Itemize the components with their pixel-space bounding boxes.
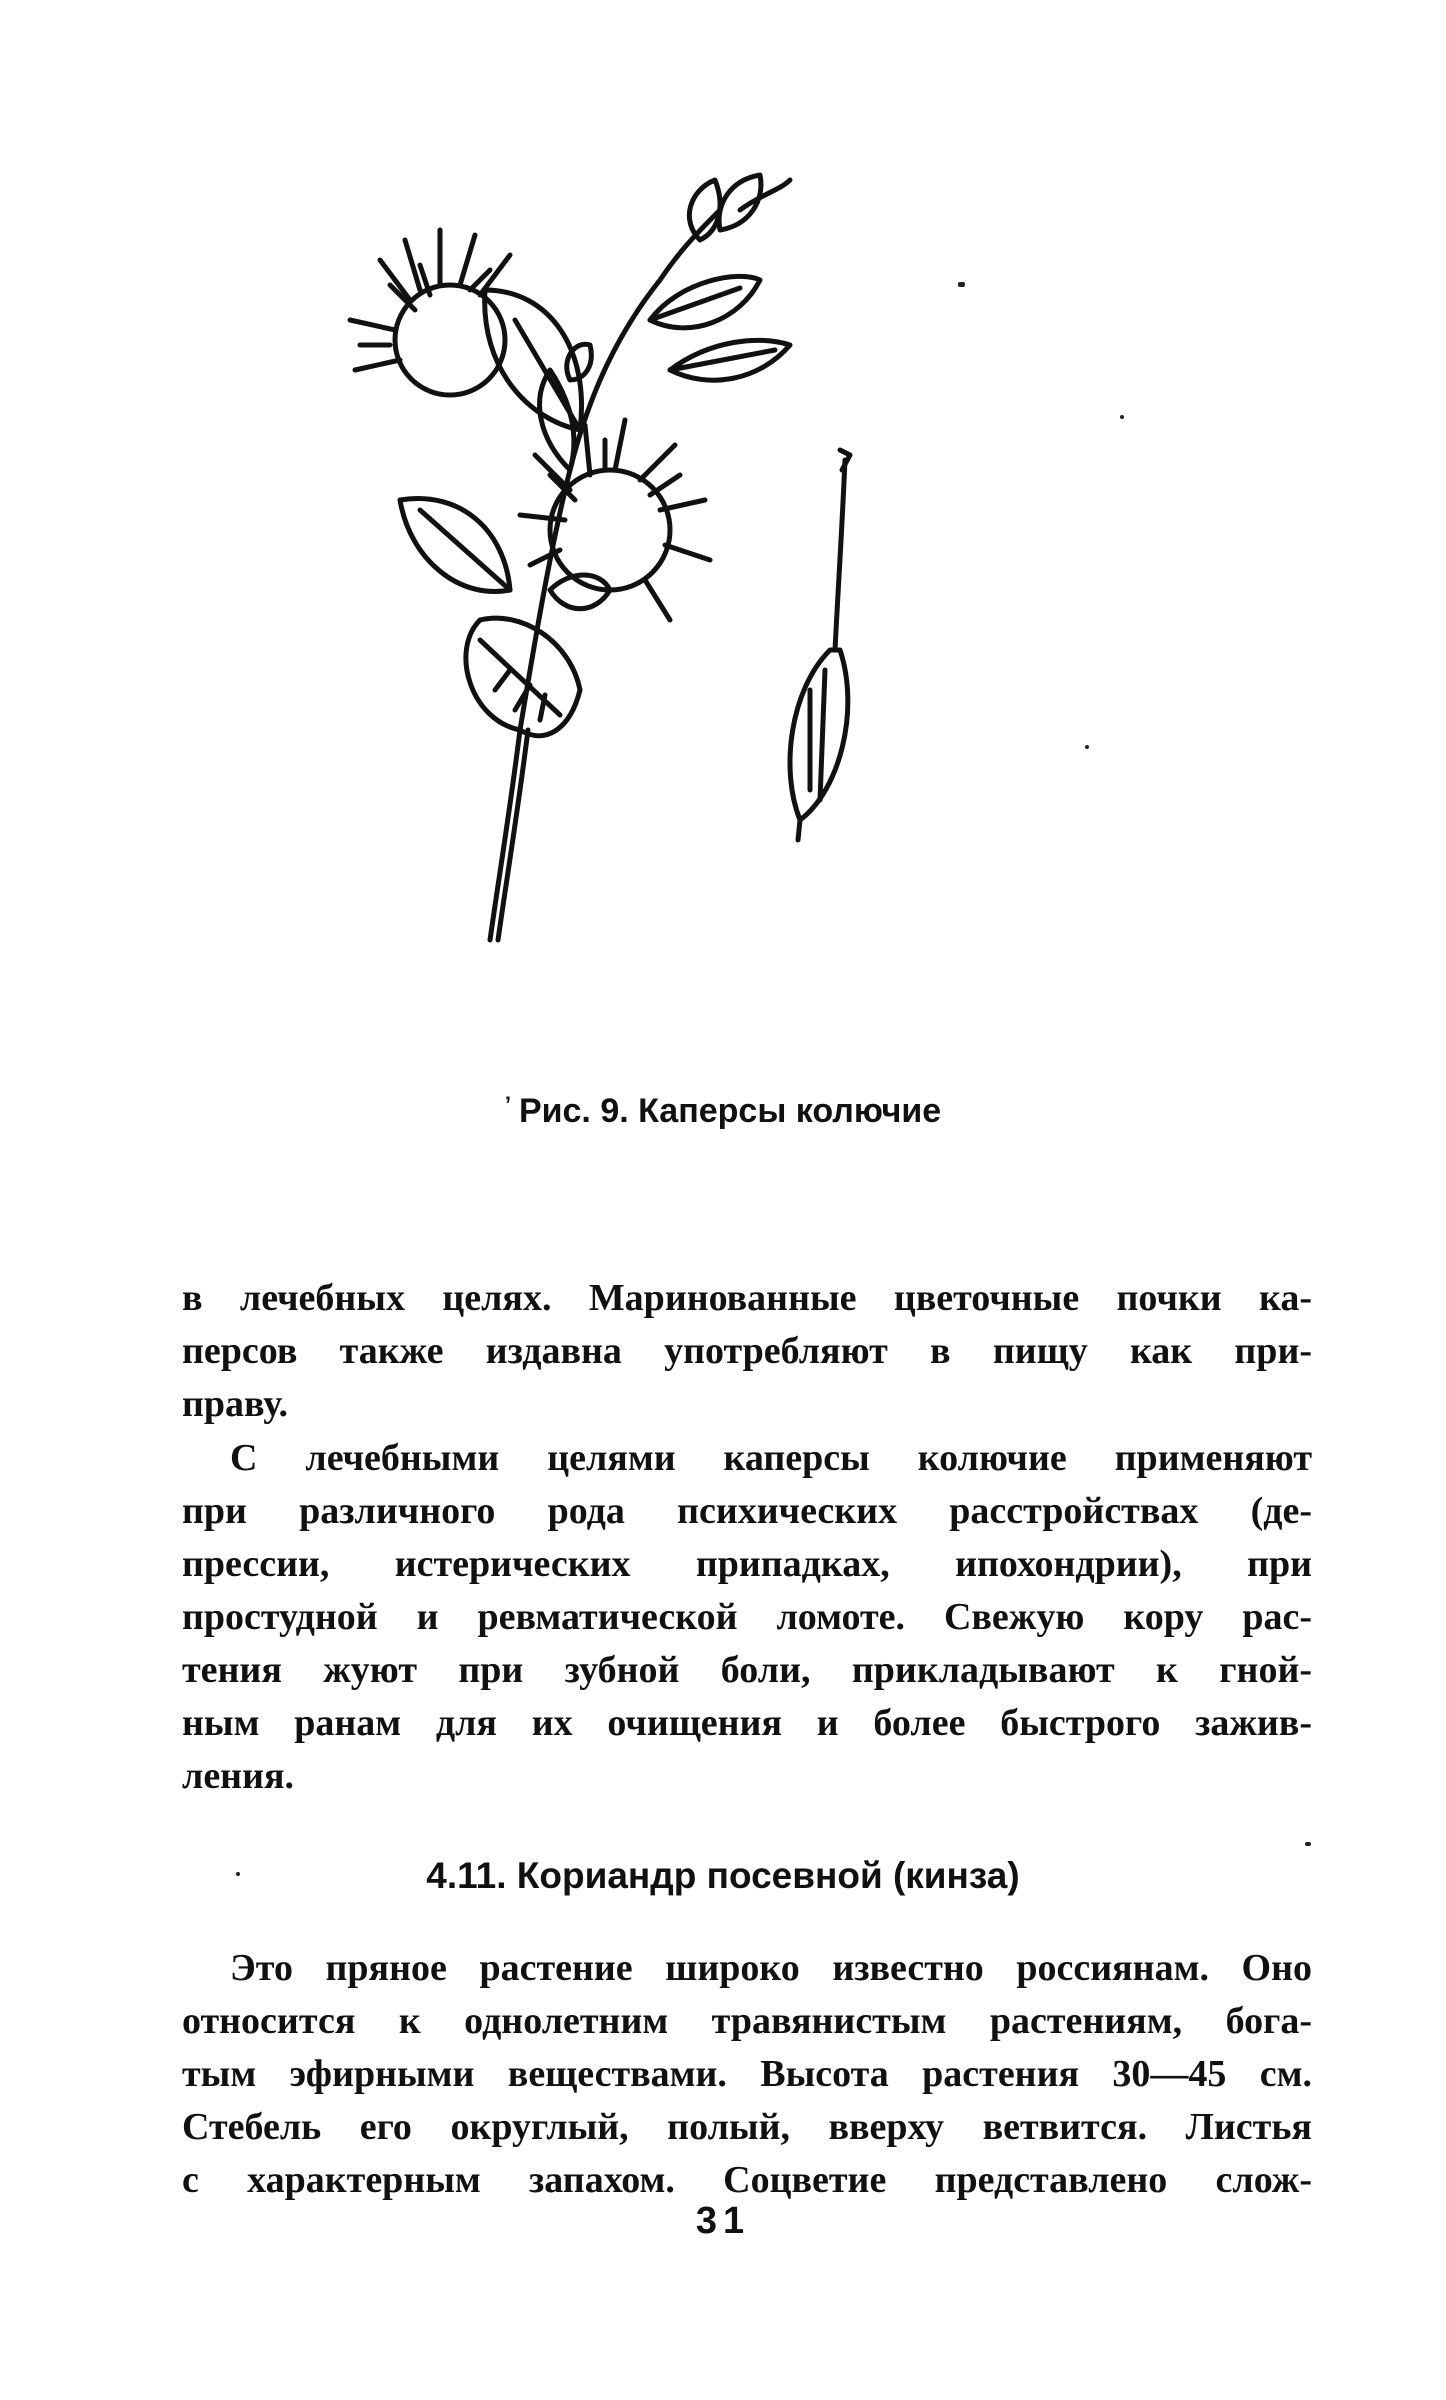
text-line: при различного рода психических расстройствах (де- bbox=[182, 1490, 1312, 1532]
section-heading: 4.11. Кориандр посевной (кинза) bbox=[426, 1855, 1020, 1896]
text-line: С лечебными целями каперсы колючие применяют bbox=[230, 1437, 1312, 1479]
text-line: тым эфирными веществами. Высота растения 30—45 см. bbox=[182, 2053, 1312, 2095]
text-line: ным ранам для их очищения и более быстрого зажив- bbox=[182, 1702, 1312, 1744]
caption-mark: ’ bbox=[504, 1092, 511, 1117]
caption-text: Рис. 9. Каперсы колючие bbox=[518, 1092, 942, 1130]
paragraph-2 bbox=[182, 1432, 1312, 1803]
text-line: с характерным запахом. Соцветие представлено слож- bbox=[182, 2159, 1312, 2201]
text-line: прессии, истерических припадках, ипохондрии), при bbox=[182, 1543, 1312, 1585]
paragraph-3 bbox=[182, 1942, 1312, 2207]
scan-speck bbox=[958, 282, 965, 287]
text-line: Это пряное растение широко известно россиянам. Оно bbox=[230, 1947, 1312, 1989]
text-line: простудной и ревматической ломоте. Свежую кору рас- bbox=[182, 1596, 1312, 1638]
scan-speck bbox=[236, 1872, 240, 1876]
scan-speck bbox=[1085, 745, 1089, 749]
scan-speck bbox=[1120, 415, 1124, 419]
caper-plant-illustration bbox=[320, 170, 1120, 1010]
figure-caption bbox=[0, 1092, 1446, 1131]
scan-speck bbox=[1305, 1842, 1311, 1846]
text-line: ления. bbox=[182, 1755, 295, 1797]
text-line: праву. bbox=[182, 1383, 288, 1425]
page-number: 31 bbox=[695, 2200, 751, 2242]
caper-plant-drawing bbox=[320, 170, 1120, 1010]
text-line: в лечебных целях. Маринованные цветочные почки ка- bbox=[182, 1277, 1312, 1319]
text-line: относится к однолетним травянистым растениям, бога- bbox=[182, 2000, 1312, 2042]
paragraph-1 bbox=[182, 1272, 1312, 1431]
text-line: перcов также издавна употребляют в пищу как при- bbox=[182, 1330, 1312, 1372]
text-line: тения жуют при зубной боли, прикладывают к гной- bbox=[182, 1649, 1312, 1691]
text-line: Стебель его округлый, полый, вверху ветвится. Листья bbox=[182, 2106, 1312, 2148]
